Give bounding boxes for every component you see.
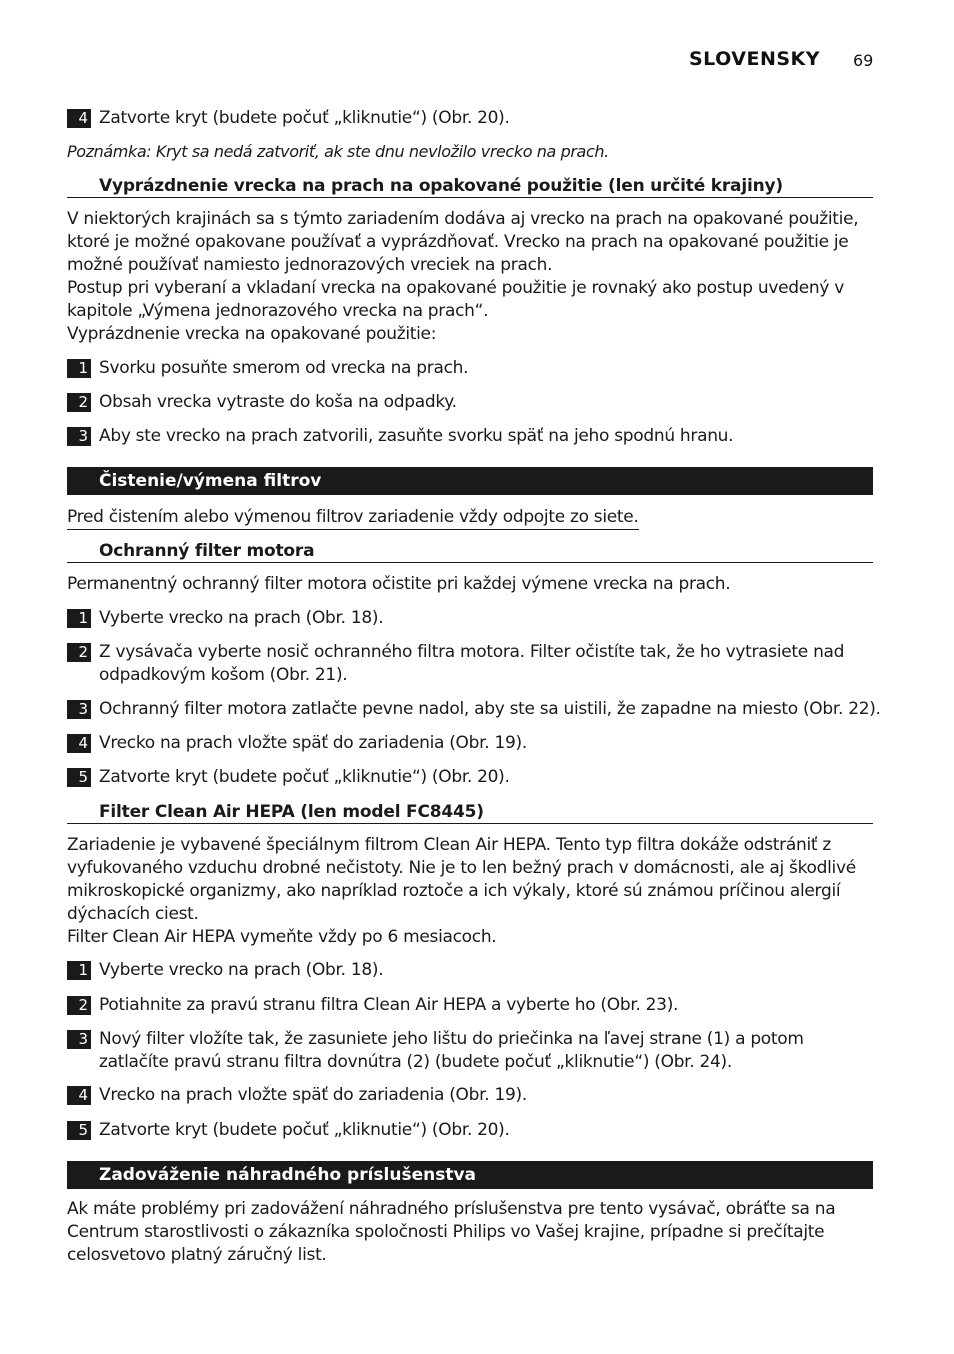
step-text: Svorku posuňte smerom od vrecka na prach.: [99, 358, 469, 378]
warning-text: Pred čistením alebo výmenou filtrov zariadenie vždy odpojte zo siete.: [67, 506, 639, 530]
section-heading-hepa-filter: [67, 801, 873, 824]
paragraph-line: dýchacích ciest.: [67, 904, 199, 924]
section-heading-text: Filter Clean Air HEPA (len model FC8445): [99, 802, 484, 822]
paragraph-accessories: [67, 1198, 835, 1267]
paragraph-line: ktoré je možné opakovane používať a vyprázdňovať. Vrecko na prach na opakované použitie je: [67, 232, 849, 252]
step-number: 5: [67, 1121, 91, 1140]
note-text: Poznámka: Kryt sa nedá zatvoriť, ak ste dnu nevložilo vrecko na prach.: [67, 142, 609, 161]
paragraph-line: kapitole „Výmena jednorazového vrecka na prach“.: [67, 301, 489, 321]
step-text: Aby ste vrecko na prach zatvorili, zasuňte svorku späť na jeho spodnú hranu.: [99, 426, 734, 446]
section-bar-filters: [67, 467, 873, 495]
step-text-line: Nový filter vložíte tak, že zasuniete jeho lištu do priečinka na ľavej strane (1) a potom: [99, 1029, 804, 1049]
section-heading-reusable-bag: [67, 175, 873, 198]
step-text: Ochranný filter motora zatlačte pevne nadol, aby ste sa uistili, že zapadne na miesto (Obr. 22).: [99, 699, 881, 719]
step-number: 2: [67, 996, 91, 1015]
step-text-line: Z vysávača vyberte nosič ochranného filtra motora. Filter očistíte tak, že ho vytrasiete nad: [99, 642, 845, 662]
step-number: 4: [67, 1086, 91, 1105]
section-bar-title: Čistenie/výmena filtrov: [99, 471, 322, 491]
step-number: 2: [67, 393, 91, 412]
step-number: 4: [67, 734, 91, 753]
paragraph-reusable-bag: [67, 208, 858, 346]
step-text: Zatvorte kryt (budete počuť „kliknutie“) (Obr. 20).: [99, 1120, 510, 1140]
step-text: Vrecko na prach vložte späť do zariadenia (Obr. 19).: [99, 733, 527, 753]
page-number: 69: [853, 51, 874, 70]
paragraph-line: Postup pri vyberaní a vkladaní vrecka na opakované použitie je rovnaký ako postup uvedený v: [67, 278, 845, 298]
step-number: 5: [67, 768, 91, 787]
step-number: 2: [67, 643, 91, 662]
section-bar-title: Zadováženie náhradného príslušenstva: [99, 1165, 477, 1185]
page-language-label: SLOVENSKY: [689, 48, 821, 70]
paragraph-line: možné používať namiesto jednorazových vreciek na prach.: [67, 255, 553, 275]
step-number: 1: [67, 609, 91, 628]
step-number: 3: [67, 1030, 91, 1049]
step-number: 1: [67, 359, 91, 378]
section-heading-text: Vyprázdnenie vrecka na prach na opakované použitie (len určité krajiny): [99, 176, 783, 196]
step-text: Zatvorte kryt (budete počuť „kliknutie“) (Obr. 20).: [99, 767, 510, 787]
step-text: Vrecko na prach vložte späť do zariadenia (Obr. 19).: [99, 1085, 527, 1105]
paragraph-hepa-filter: [67, 834, 856, 949]
step-text: Vyberte vrecko na prach (Obr. 18).: [99, 960, 384, 980]
step-number: 4: [67, 109, 91, 128]
section-heading-motor-filter: [67, 540, 873, 563]
paragraph-line: mikroskopické organizmy, ako napríklad roztoče a ich výkaly, ktoré sú známou príčinou alergií: [67, 881, 841, 901]
step-number: 1: [67, 961, 91, 980]
paragraph-line: Vyprázdnenie vrecka na opakované použitie:: [67, 324, 437, 344]
paragraph-line: Zariadenie je vybavené špeciálnym filtrom Clean Air HEPA. Tento typ filtra dokáže odstrániť z: [67, 835, 831, 855]
step-number: 3: [67, 700, 91, 719]
paragraph-line: Filter Clean Air HEPA vymeňte vždy po 6 mesiacoch.: [67, 927, 497, 947]
section-bar-accessories: [67, 1161, 873, 1189]
paragraph-line: vyfukovaného vzduchu drobné nečistoty. Nie je to len bežný prach v domácnosti, ale aj škodlivé: [67, 858, 856, 878]
step-text-line: zatlačíte pravú stranu filtra dovnútra (2) (budete počuť „kliknutie“) (Obr. 24).: [99, 1052, 732, 1072]
paragraph-motor-filter: Permanentný ochranný filter motora očistite pri každej výmene vrecka na prach.: [67, 574, 731, 594]
paragraph-line: celosvetovo platný záručný list.: [67, 1245, 327, 1265]
step-text: Potiahnite za pravú stranu filtra Clean Air HEPA a vyberte ho (Obr. 23).: [99, 995, 679, 1015]
step-text: Obsah vrecka vytraste do koša na odpadky.: [99, 392, 457, 412]
step-text: [99, 641, 844, 687]
step-number: 3: [67, 427, 91, 446]
paragraph-line: V niektorých krajinách sa s týmto zariadením dodáva aj vrecko na prach na opakované použitie,: [67, 209, 859, 229]
section-heading-text: Ochranný filter motora: [99, 541, 315, 561]
paragraph-line: Centrum starostlivosti o zákazníka spoločnosti Philips vo Vašej krajine, prípadne si prečítajte: [67, 1222, 825, 1242]
step-text: [99, 1028, 804, 1074]
step-text: Vyberte vrecko na prach (Obr. 18).: [99, 608, 384, 628]
step-text: Zatvorte kryt (budete počuť „kliknutie“) (Obr. 20).: [99, 108, 510, 128]
paragraph-line: Ak máte problémy pri zadovážení náhradného príslušenstva pre tento vysávač, obráťte sa na: [67, 1199, 836, 1219]
step-text-line: odpadkovým košom (Obr. 21).: [99, 665, 348, 685]
